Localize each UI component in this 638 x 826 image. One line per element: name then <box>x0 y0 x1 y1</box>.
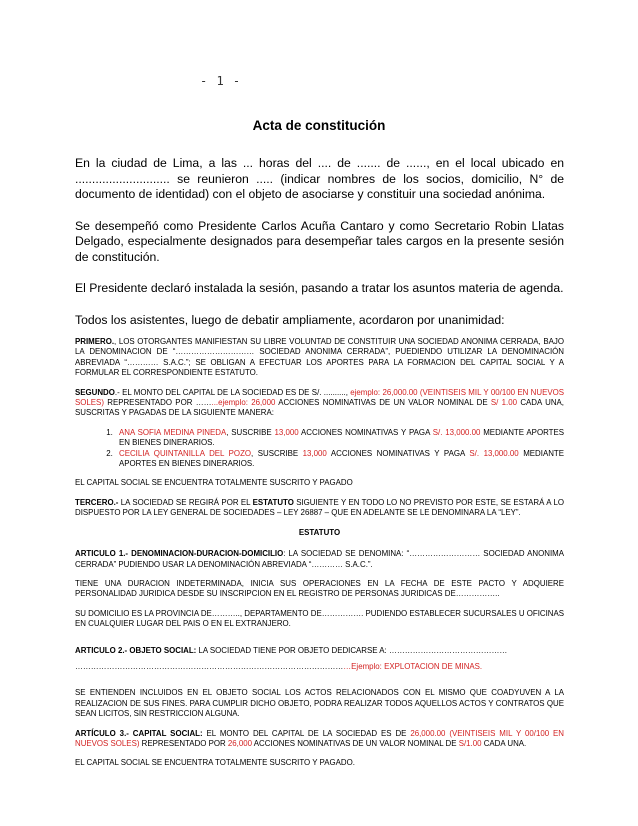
clause-primero <box>75 337 564 379</box>
article-3-label: ARTÍCULO 3.- CAPITAL SOCIAL: <box>75 728 203 738</box>
capital-note-2: EL CAPITAL SOCIAL SE ENCUENTRA TOTALMENTE SUSCRITO Y PAGADO. <box>75 758 355 768</box>
shareholder-shares: 13,000 <box>274 427 299 437</box>
clause-segundo-text: CADA UNA, SUSCRITAS Y PAGADAS DE LA SIGUIENTE MANERA: <box>75 398 564 418</box>
article-2-dots: ………………………………………………………………………………………… <box>75 661 344 671</box>
clause-tercero-text: SIGUIENTE Y EN TODO LO NO PREVISTO POR ESTE, SE ESTARÁ A LO DISPUESTO POR LA LEY GENERAL DE SOCIEDADES – LEY 26887 – QUE EN ADELANTE SE LE DENOMINARA LA “LEY”. <box>75 497 564 518</box>
article-1 <box>75 549 564 570</box>
clause-segundo-text: REPRESENTADO POR …… <box>103 398 212 408</box>
article-1-text: : LA SOCIEDAD SE DENOMINA: “……………………… SOCIEDAD ANONIMA CERRADA” PUDIENDO USAR LA DENOMINACIÓN ABREVIADA “………… S.A.C.”. <box>75 549 564 569</box>
shareholder-text: , SUSCRIBE <box>226 427 275 437</box>
capital-note-1: EL CAPITAL SOCIAL SE ENCUENTRA TOTALMENTE SUSCRITO Y PAGADO <box>75 478 353 488</box>
article-3-nominal: S/1.00 <box>458 738 482 748</box>
estatuto-heading-text: ESTATUTO <box>298 527 341 537</box>
clause-segundo <box>75 388 564 419</box>
shareholder-item <box>115 449 564 470</box>
shareholder-amount: S/. 13,000.00 <box>469 448 519 458</box>
clause-tercero-label: TERCERO.- <box>75 497 119 507</box>
shares-example: ...ejemplo: 26,000 <box>211 398 276 408</box>
article-3-shares: 26,000 <box>227 738 253 748</box>
shareholder-name: CECILIA QUINTANILLA DEL POZO <box>119 448 252 458</box>
clause-primero-text: , LOS OTORGANTES MANIFIESTAN SU LIBRE VOLUNTAD DE CONSTITUIR UNA SOCIEDAD ANONIMA CERRADA, BAJO LA DENOMINACION DE “………………………… SOCIEDAD ANONIMA CERRADA”, PUEDIENDO UTILIZAR LA DENOMINACIÓN ABREVIADA “………… S.A.C.”; SE OBLIGAN A EFECTUAR LOS APORTES PARA LA FORMACION DEL CAPITAL SOCIAL Y A FORMULAR EL CORRESPONDIENTE ESTATUTO. <box>75 337 564 378</box>
estatuto-heading <box>75 528 564 538</box>
shareholder-text: MEDIANTE APORTES EN BIENES DINERARIOS. <box>119 427 564 448</box>
article-2 <box>75 646 564 656</box>
article-2-text: LA SOCIEDAD TIENE POR OBJETO DEDICARSE A: ……………………………………… <box>196 645 508 655</box>
clause-tercero <box>75 498 564 519</box>
article-3 <box>75 729 564 750</box>
nominal-value: S/ 1.00 <box>490 398 518 408</box>
shareholder-list <box>75 428 564 470</box>
intro-paragraph-1: En la ciudad de Lima, a las ... horas del .... de ....... de ......, en el local ubicado en ............................ se reunieron ..... (indicar nombres de los socios, domicilio, N° de documento de identidad) con el objeto de asociarse y constituir una sociedad anónima. <box>75 156 564 201</box>
clause-segundo-text: .- EL MONTO DEL CAPITAL DE LA SOCIEDAD ES DE S/. .........., <box>114 387 351 397</box>
article-3-capital: 26,000.00 (VEINTISEIS MIL Y 00/100 EN NUEVOS SOLES) <box>75 728 564 748</box>
clause-tercero-text: LA SOCIEDAD SE REGIRÁ POR EL <box>118 497 253 507</box>
shareholder-item <box>115 428 564 449</box>
intro-paragraph-2: Se desempeñó como Presidente Carlos Acuña Cantaro y como Secretario Robin Llatas Delgado, especialmente designados para desempeñar tales cargos en la presente sesión de constitución. <box>75 218 564 264</box>
clause-segundo-label: SEGUNDO <box>75 387 115 397</box>
shareholder-amount: S/. 13,000.00 <box>432 427 481 437</box>
shareholder-name: ANA SOFIA MEDINA PINEDA <box>119 427 227 437</box>
shareholder-text: MEDIANTE APORTES EN BIENES DINERARIOS. <box>119 448 564 469</box>
article-2-label: ARTICULO 2.- OBJETO SOCIAL: <box>75 645 197 655</box>
intro-paragraph-4: Todos los asistentes, luego de debatir ampliamente, acordaron por unanimidad: <box>75 312 505 327</box>
capital-example: ejemplo: 26,000.00 (VEINTISEIS MIL Y 00/100 EN NUEVOS SOLES) <box>75 387 564 408</box>
article-3-text: ACCIONES NOMINATIVAS DE UN VALOR NOMINAL DE <box>252 738 459 748</box>
estatuto-inline: ESTATUTO <box>252 497 294 507</box>
article-3-text: CADA UNA. <box>481 738 527 748</box>
intro-paragraph-3: El Presidente declaró instalada la sesión, pasando a tratar los asuntos materia de agenda. <box>75 281 564 295</box>
article-2-scope: SE ENTIENDEN INCLUIDOS EN EL OBJETO SOCIAL LOS ACTOS RELACIONADOS CON EL MISMO QUE COADYUVEN A LA REALIZACION DE SUS FINES. PARA CUMPLIR DICHO OBJETO, PODRA REALIZAR TODOS AQUELLOS ACTOS Y CONTRATOS QUE SEAN LICITOS, SIN RESTRICCION ALGUNA. <box>75 688 564 719</box>
shareholder-text: , SUSCRIBE <box>251 448 303 458</box>
article-3-text: REPRESENTADO POR <box>139 738 228 748</box>
document-title: Acta de constitución <box>252 118 386 133</box>
shareholder-shares: 13,000 <box>302 448 327 458</box>
page-number: - 1 - <box>200 74 242 88</box>
document-body <box>75 156 564 769</box>
article-1-duration: TIENE UNA DURACION INDETERMINADA, INICIA SUS OPERACIONES EN LA FECHA DE ESTE PACTO Y ADQUIERE PERSONALIDAD JURIDICA DESDE SU INSCRIPCION EN EL REGISTRO DE PERSONAS JURIDICAS DE…………….. <box>75 578 564 599</box>
shareholder-text: ACCIONES NOMINATIVAS Y PAGA <box>326 448 470 458</box>
clause-segundo-text: ACCIONES NOMINATIVAS DE UN VALOR NOMINAL DE <box>275 398 491 408</box>
article-1-domicile: SU DOMICILIO ES LA PROVINCIA DE……….., DEPARTAMENTO DE……………. PUDIENDO ESTABLECER SUCURSALES U OFICINAS EN CUALQUIER LUGAR DEL PAIS O EN EL EXTRANJERO. <box>75 608 565 629</box>
object-example: …Ejemplo: EXPLOTACION DE MINAS. <box>343 661 483 671</box>
clause-primero-label: PRIMERO. <box>75 337 115 346</box>
article-2-object-line <box>75 662 564 672</box>
article-3-text: EL MONTO DEL CAPITAL DE LA SOCIEDAD ES DE <box>202 728 411 738</box>
article-1-label: ARTICULO 1.- DENOMINACION-DURACION-DOMICILIO <box>75 549 284 559</box>
shareholder-text: ACCIONES NOMINATIVAS Y PAGA <box>298 427 433 437</box>
